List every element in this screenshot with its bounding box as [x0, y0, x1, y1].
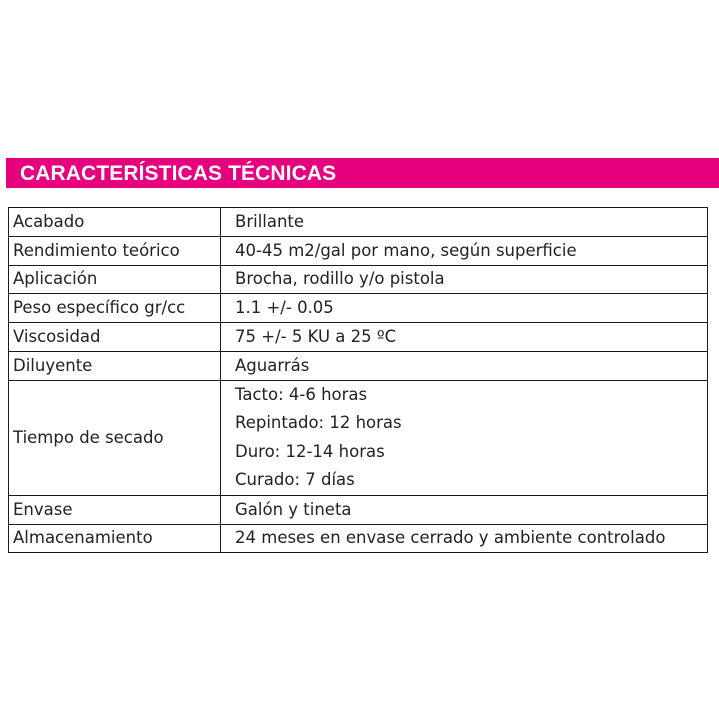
row-value: Brillante — [221, 208, 708, 237]
table-row — [9, 208, 708, 237]
section-title: CARACTERÍSTICAS TÉCNICAS — [20, 162, 337, 185]
table-row — [9, 524, 708, 553]
table-row — [9, 265, 708, 294]
drying-time-line: Curado: 7 días — [235, 470, 355, 490]
drying-time-line: Duro: 12-14 horas — [235, 441, 385, 461]
row-value: 75 +/- 5 KU a 25 ºC — [221, 323, 708, 352]
table-row — [9, 380, 708, 495]
row-label: Aplicación — [9, 265, 221, 294]
row-label: Viscosidad — [9, 323, 221, 352]
drying-time-line: Tacto: 4-6 horas — [235, 384, 368, 404]
row-value: Brocha, rodillo y/o pistola — [221, 265, 708, 294]
row-value: 1.1 +/- 0.05 — [221, 294, 708, 323]
table-row — [9, 323, 708, 352]
row-label: Envase — [9, 495, 221, 524]
table-row — [9, 236, 708, 265]
row-label: Peso específico gr/cc — [9, 294, 221, 323]
row-label: Tiempo de secado — [9, 380, 221, 495]
technical-specs-table — [8, 207, 708, 553]
table-row — [9, 351, 708, 380]
row-value: Galón y tineta — [221, 495, 708, 524]
table-row — [9, 495, 708, 524]
row-value: Aguarrás — [221, 351, 708, 380]
section-header — [6, 158, 719, 188]
row-value: 24 meses en envase cerrado y ambiente controlado — [221, 524, 708, 553]
row-label: Diluyente — [9, 351, 221, 380]
row-label: Almacenamiento — [9, 524, 221, 553]
row-value: 40-45 m2/gal por mano, según superficie — [221, 236, 708, 265]
row-label: Rendimiento teórico — [9, 236, 221, 265]
row-value-multiline — [221, 380, 708, 495]
drying-time-line: Repintado: 12 horas — [235, 413, 402, 433]
table-row — [9, 294, 708, 323]
row-label: Acabado — [9, 208, 221, 237]
